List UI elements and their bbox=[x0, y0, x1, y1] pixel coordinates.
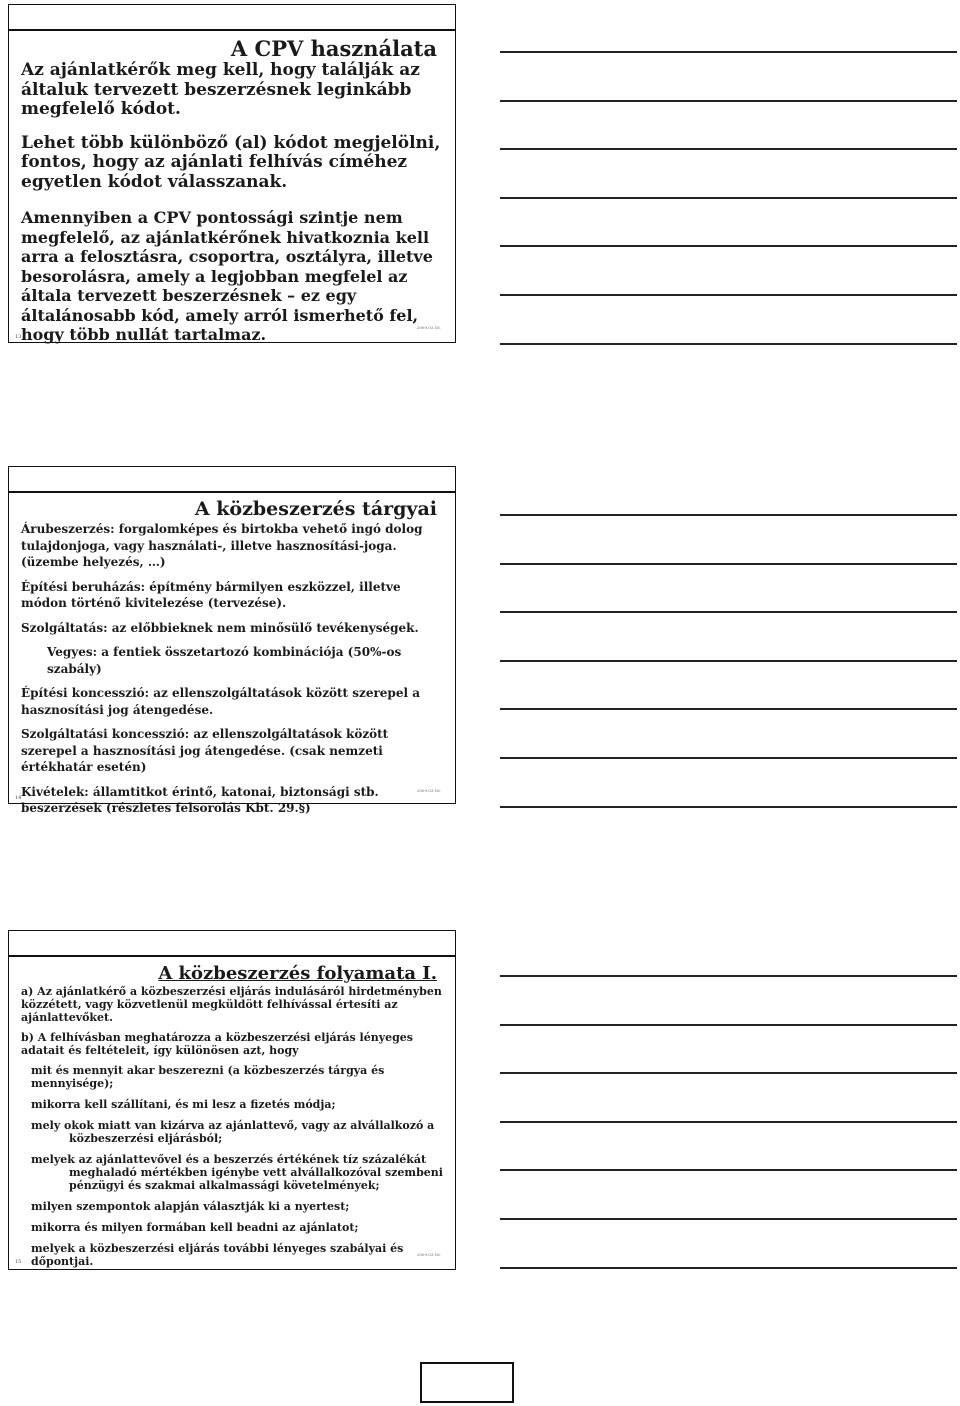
slide-header-bar bbox=[9, 931, 455, 957]
note-line bbox=[500, 1024, 957, 1026]
note-line bbox=[500, 100, 957, 102]
footer-box bbox=[420, 1362, 514, 1403]
list-item bbox=[31, 1200, 443, 1213]
list-item bbox=[31, 1242, 443, 1268]
list-item-text: melyek a közbeszerzési eljárás további lényeges szabályai és dőpontjai. bbox=[31, 1242, 404, 1268]
slide-body bbox=[9, 985, 455, 1268]
slide-date: 2009.03.16. bbox=[416, 788, 441, 793]
note-line bbox=[500, 975, 957, 977]
slide-body bbox=[9, 61, 455, 345]
slide-paragraph: Vegyes: a fentiek összetartozó kombinációja (50%-os szabály) bbox=[47, 645, 402, 676]
slide-paragraph: Szolgáltatási koncesszió: az ellenszolgáltatások között szerepel a hasznosítási jog átengedése. (csak nemzeti értékhatár esetén) bbox=[21, 727, 389, 774]
slide-page-number: 13 bbox=[15, 334, 22, 340]
list-item-continuation: közbeszerzési eljárásból; bbox=[69, 1132, 223, 1145]
slide-paragraph: a) Az ajánlatkérő a közbeszerzési eljárás indulásáról hirdetményben közzétett, vagy közvetlenül megküldött felhívással értesíti az ajánlattevőket. bbox=[21, 985, 442, 1024]
note-line bbox=[500, 1072, 957, 1074]
note-line bbox=[500, 294, 957, 296]
slide-paragraph: b) A felhívásban meghatározza a közbeszerzési eljárás lényeges adatait és feltételeit, így különösen azt, hogy bbox=[21, 1031, 413, 1057]
list-item bbox=[31, 1119, 443, 1145]
note-line bbox=[500, 806, 957, 808]
list-item bbox=[31, 1064, 443, 1090]
note-line bbox=[500, 343, 957, 345]
requirements-list bbox=[21, 1064, 443, 1268]
list-item-text: milyen szempontok alapján választják ki a nyertest; bbox=[31, 1200, 350, 1213]
slide-date: 2009.03.16. bbox=[416, 325, 441, 330]
slide-paragraph: Építési koncesszió: az ellenszolgáltatások között szerepel a hasznosítási jog átengedése. bbox=[21, 686, 420, 717]
slide-page-number: 14 bbox=[15, 795, 22, 801]
slide-paragraph: Amennyiben a CPV pontossági szintje nem megfelelő, az ajánlatkérőnek hivatkoznia kell arra a felosztásra, csoportra, osztályra, illetve besorolásra, amely a legjobban megfelel az általa tervezett beszerzésnek – ez egy általánosabb kód, amely arról ismerhető fel, hogy több nullát tartalmaz. bbox=[21, 208, 433, 344]
note-line bbox=[500, 708, 957, 710]
note-line bbox=[500, 563, 957, 565]
list-item bbox=[31, 1153, 443, 1192]
slide-page-number: 15 bbox=[15, 1259, 22, 1265]
slide-paragraph: Lehet több különböző (al) kódot megjelölni, fontos, hogy az ajánlati felhívás címéhez egyetlen kódot válasszanak. bbox=[21, 132, 441, 192]
note-line bbox=[500, 1267, 957, 1269]
note-line bbox=[500, 660, 957, 662]
slide-procurement-process bbox=[8, 930, 456, 1270]
note-line bbox=[500, 757, 957, 759]
list-item-text: mit és mennyit akar beszerezni (a közbeszerzés tárgya és mennyisége); bbox=[31, 1064, 385, 1090]
slide-header-bar bbox=[9, 467, 455, 493]
note-line bbox=[500, 514, 957, 516]
note-line bbox=[500, 245, 957, 247]
slide-paragraph: Az ajánlatkérők meg kell, hogy találják az általuk tervezett beszerzésnek leginkább megfelelő kódot. bbox=[21, 60, 420, 119]
slide-title: A közbeszerzés folyamata I. bbox=[158, 963, 437, 984]
slide-paragraph: Építési beruházás: építmény bármilyen eszközzel, illetve módon történő kivitelezése (tervezése). bbox=[21, 579, 401, 610]
note-line bbox=[500, 611, 957, 613]
slide-paragraph: Árubeszerzés: forgalomképes és birtokba vehető ingó dolog tulajdonjoga, vagy használati-, illetve hasznosítási-joga. (üzembe helyezés, …) bbox=[21, 522, 423, 569]
slide-header-bar bbox=[9, 5, 455, 31]
note-line bbox=[500, 1218, 957, 1220]
slide-body bbox=[9, 521, 455, 817]
list-item bbox=[31, 1098, 443, 1111]
list-item-text: mikorra kell szállítani, és mi lesz a fizetés módja; bbox=[31, 1098, 336, 1111]
note-line bbox=[500, 197, 957, 199]
slide-procurement-subjects bbox=[8, 466, 456, 815]
list-item-continuation: meghaladó mértékben igénybe vett alvállalkozóval szembeni pénzügyi és szakmai alkalmassági követelmények; bbox=[69, 1166, 443, 1192]
slide-paragraph: Kivételek: államtitkot érintő, katonai, biztonsági stb. beszerzések (részletes felsorolás Kbt. 29.§) bbox=[21, 784, 379, 815]
list-item-text: mikorra és milyen formában kell beadni az ajánlatot; bbox=[31, 1221, 359, 1234]
slide-cpv-usage bbox=[8, 4, 456, 343]
slide-title: A közbeszerzés tárgyai bbox=[194, 498, 437, 520]
note-line bbox=[500, 1169, 957, 1171]
note-line bbox=[500, 1121, 957, 1123]
list-item-text: mely okok miatt van kizárva az ajánlattevő, vagy az alvállalkozó a bbox=[31, 1119, 435, 1132]
slide-date: 2009.03.16. bbox=[416, 1252, 441, 1257]
list-item-text: melyek az ajánlattevővel és a beszerzés értékének tíz százalékát bbox=[31, 1153, 427, 1166]
note-line bbox=[500, 148, 957, 150]
note-line bbox=[500, 51, 957, 53]
slide-title: A CPV használata bbox=[230, 36, 437, 61]
list-item bbox=[31, 1221, 443, 1234]
slide-paragraph: Szolgáltatás: az előbbieknek nem minősülő tevékenységek. bbox=[21, 620, 419, 635]
